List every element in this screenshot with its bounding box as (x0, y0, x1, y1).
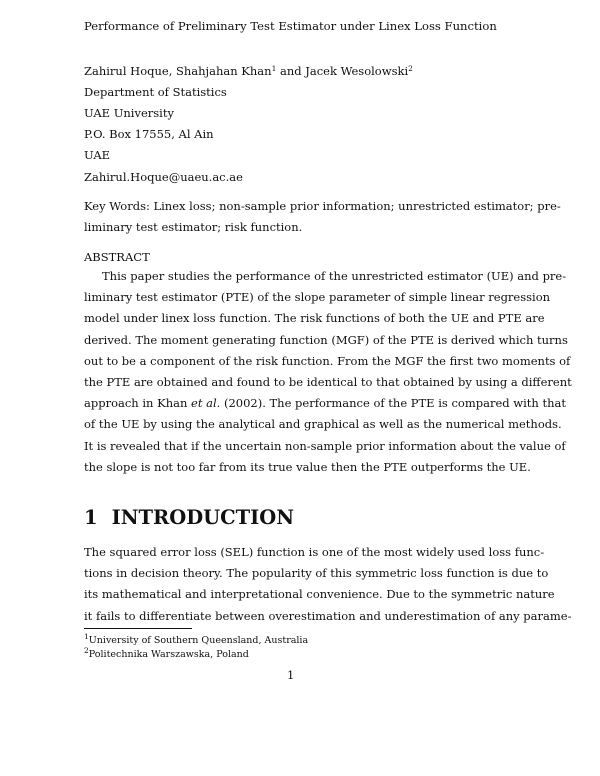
keywords (84, 196, 561, 238)
author-footnote-mark-1: 1 (271, 64, 277, 73)
section-number: 1 (84, 506, 98, 529)
email: Zahirul.Hoque@uaeu.ac.ae (84, 170, 243, 184)
author-footnote-mark-2: 2 (408, 64, 413, 73)
abstract-line: derived. The moment generating function (MGF) of the PTE is derived which turns (84, 332, 568, 347)
introduction-line: The squared error loss (SEL) function is one of the most widely used loss func- (84, 545, 545, 559)
footnote-2 (84, 646, 249, 660)
footnote-1 (84, 632, 308, 646)
abstract-line: liminary test estimator (PTE) of the slope parameter of simple linear regression (84, 290, 551, 305)
running-head: Performance of Preliminary Test Estimator under Linex Loss Function (84, 19, 497, 33)
abstract-line: of the UE by using the analytical and graphical as well as the numerical methods. (84, 417, 562, 432)
department: Department of Statistics (84, 85, 227, 99)
keywords-line: liminary test estimator; risk function. (84, 220, 303, 235)
abstract-heading: ABSTRACT (84, 250, 150, 264)
abstract-line: This paper studies the performance of the unrestricted estimator (UE) and pre- (102, 269, 567, 283)
footnote-text: University of Southern Queensland, Australia (88, 635, 309, 646)
university: UAE University (84, 106, 174, 120)
abstract-line: the PTE are obtained and found to be identical to that obtained by using a different (84, 375, 572, 390)
footnote-mark: 2 (84, 646, 89, 655)
abstract-line: It is revealed that if the uncertain non-sample prior information about the value of (84, 438, 566, 453)
abstract-body (84, 266, 572, 478)
keywords-line: Key Words: Linex loss; non-sample prior information; unrestricted estimator; pre- (84, 199, 561, 213)
introduction-body (84, 542, 572, 627)
introduction-line: its mathematical and interpretational convenience. Due to the symmetric nature (84, 587, 555, 602)
section-heading (84, 506, 294, 529)
country: UAE (84, 148, 111, 162)
page-number: 1 (287, 668, 295, 682)
author-line (84, 64, 413, 78)
footnote-rule (84, 628, 192, 629)
abstract-line: model under linex loss function. The risk functions of both the UE and PTE are (84, 311, 545, 326)
abstract-line: out to be a component of the risk function. From the MGF the first two moments of (84, 353, 571, 368)
author-names-2: and Jacek Wesolowski (276, 64, 409, 78)
abstract-line: approach in Khan et al. (2002). The performance of the PTE is compared with that (84, 396, 566, 411)
postal-address: P.O. Box 17555, Al Ain (84, 127, 214, 141)
author-names-1: Zahirul Hoque, Shahjahan Khan (84, 64, 272, 78)
abstract-line: the slope is not too far from its true value then the PTE outperforms the UE. (84, 459, 531, 474)
citation-et-al: et al. (191, 396, 221, 411)
introduction-line: it fails to differentiate between overestimation and underestimation of any parame- (84, 608, 572, 623)
section-title: INTRODUCTION (111, 506, 295, 529)
footnote-text: Politechnika Warszawska, Poland (88, 649, 249, 660)
footnote-mark: 1 (84, 632, 89, 641)
introduction-line: tions in decision theory. The popularity of this symmetric loss function is due to (84, 566, 549, 581)
